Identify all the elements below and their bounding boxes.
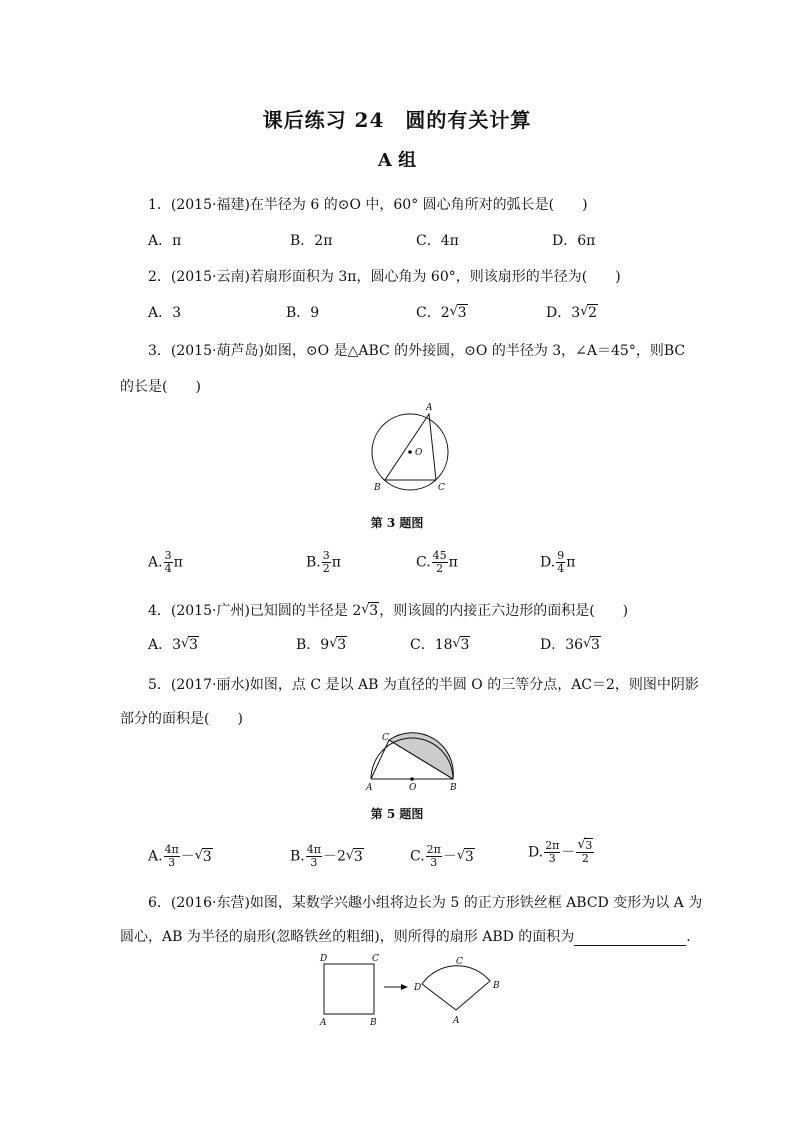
q5-label-b: B [450, 783, 457, 793]
option-prefix: B．9 [296, 637, 330, 653]
radicand: 3 [585, 839, 593, 852]
denominator: 3 [548, 852, 556, 865]
sqrt-symbol [329, 637, 347, 653]
option-prefix: A．3 [148, 637, 182, 653]
denominator: 2 [581, 852, 589, 865]
q4-option-c [410, 634, 470, 654]
q3-label-b: B [374, 483, 381, 493]
q5-label-a: A [366, 783, 373, 793]
q4-stem [148, 600, 628, 620]
pi-symbol: π [448, 554, 458, 571]
q5-figure-caption: 第 5 题图 [370, 807, 424, 821]
q5-figure [362, 730, 462, 794]
q6-sector-label-b: B [493, 981, 500, 991]
pi-symbol: π [173, 554, 183, 571]
q3-option-d [540, 550, 575, 575]
denominator: 4 [164, 562, 172, 575]
q2-option-d-radicand: 2 [588, 305, 598, 321]
q1-option-c: C．4π [416, 233, 459, 249]
q6-stem-end: . [686, 929, 691, 945]
q3-triangle [385, 414, 436, 480]
q5-option-a [148, 844, 213, 869]
radicand: 3 [460, 637, 470, 653]
option-prefix: C. [416, 554, 431, 571]
q5-stem-line2: 部分的面积是( ) [120, 711, 243, 727]
radicand: 3 [464, 848, 474, 865]
page-title: 课后练习 24 圆的有关计算 [262, 108, 532, 132]
numerator: 4π [164, 843, 179, 856]
q6-sector-label-c: C [456, 957, 463, 967]
minus-term: －2 [322, 848, 346, 865]
q3-stem-line2: 的长是( ) [120, 379, 201, 395]
q6-square [324, 964, 374, 1014]
q3-figure-caption: 第 3 题图 [370, 516, 424, 530]
fraction [306, 844, 322, 869]
fraction [556, 550, 565, 575]
q2-option-b: B．9 [286, 305, 320, 321]
q5-stem-line1: 5．(2017·丽水)如图，点 C 是以 AB 为直径的半圆 O 的三等分点，AC＝2，则图中阴影 [148, 677, 699, 693]
q6-sector-label-a: A [453, 1016, 460, 1026]
q6-arrow-head [401, 984, 408, 990]
sqrt-symbol [580, 305, 598, 321]
radicand: 3 [591, 637, 600, 653]
option-prefix: B. [290, 848, 305, 865]
denominator: 3 [168, 856, 176, 869]
numerator: 45 [432, 549, 447, 562]
fraction [576, 840, 594, 865]
option-prefix: D. [540, 554, 556, 571]
sqrt-symbol [457, 849, 475, 865]
q6-sector [422, 966, 490, 1010]
sqrt-symbol [346, 849, 364, 865]
q3-label-o: O [415, 448, 423, 458]
fraction [164, 550, 173, 575]
sqrt-symbol [453, 637, 471, 653]
q6-stem-line2 [120, 926, 691, 946]
q5-option-c [410, 844, 475, 869]
sqrt-symbol [361, 603, 379, 619]
q1-option-d: D．6π [552, 233, 596, 249]
q5-center-point [410, 777, 414, 781]
q3-label-c: C [438, 483, 445, 493]
q5-chord-ac [371, 740, 389, 779]
q3-option-a [148, 550, 183, 575]
q3-figure [362, 398, 452, 496]
radicand: 3 [353, 848, 363, 865]
q3-label-a: A [426, 403, 433, 413]
q2-option-a: A．3 [148, 305, 182, 321]
q2-option-c-radicand: 3 [457, 305, 467, 321]
q2-option-d [546, 302, 598, 322]
pi-symbol: π [331, 554, 341, 571]
option-prefix: D．36 [540, 637, 584, 653]
q4-option-d [540, 634, 601, 654]
fraction [544, 840, 560, 865]
sqrt-symbol [577, 840, 593, 852]
numerator: 9 [557, 549, 565, 562]
numerator: 2π [426, 843, 441, 856]
fraction [426, 844, 442, 869]
minus-term: － [180, 848, 195, 865]
q6-square-label-c: C [372, 954, 379, 964]
sqrt-symbol [450, 305, 468, 321]
q6-square-label-d: D [320, 954, 328, 964]
radicand: 3 [189, 637, 198, 653]
q6-stem-line1: 6．(2016·东营)如图，某数学兴趣小组将边长为 5 的正方形铁丝框 ABCD 变形为以 A 为 [148, 895, 703, 911]
q4-stem-radicand: 3 [369, 603, 379, 619]
option-prefix: C．18 [410, 637, 453, 653]
numerator: 2π [545, 839, 560, 852]
numerator: 4π [306, 843, 321, 856]
option-prefix: C. [410, 848, 425, 865]
q2-option-d-prefix: D．3 [546, 305, 581, 321]
sqrt-symbol [181, 637, 199, 653]
q3-option-b [306, 550, 341, 575]
denominator: 2 [436, 562, 444, 575]
sqrt-symbol [195, 849, 213, 865]
q2-option-c [416, 302, 468, 322]
denominator: 3 [310, 856, 318, 869]
q6-square-label-a: A [320, 1018, 327, 1028]
option-prefix: D. [528, 844, 544, 861]
numerator: 3 [322, 549, 330, 562]
denominator: 3 [430, 856, 438, 869]
q4-stem-prefix: 4．(2015·广州)已知圆的半径是 2 [148, 603, 362, 619]
q6-stem-text: 圆心，AB 为半径的扇形(忽略铁丝的粗细)，则所得的扇形 ABD 的面积为 [120, 929, 575, 945]
q4-option-b [296, 634, 347, 654]
q4-stem-suffix: ，则该圆的内接正六边形的面积是( ) [379, 603, 629, 619]
denominator: 2 [322, 562, 330, 575]
group-heading: A 组 [377, 150, 417, 171]
q5-option-b [290, 844, 364, 869]
sqrt-symbol [583, 637, 601, 653]
option-prefix: B. [306, 554, 321, 571]
q1-option-a: A．π [148, 233, 182, 249]
numerator [576, 840, 594, 853]
fraction [322, 550, 331, 575]
minus-term: － [561, 844, 576, 861]
q4-option-a [148, 634, 199, 654]
option-prefix: A. [148, 848, 163, 865]
fraction [432, 550, 448, 575]
denominator: 4 [557, 562, 565, 575]
q3-stem-line1: 3．(2015·葫芦岛)如图，⊙O 是△ABC 的外接圆，⊙O 的半径为 3，∠A＝45°，则BC [148, 343, 686, 359]
q6-square-label-b: B [370, 1018, 377, 1028]
q5-option-d [528, 840, 595, 865]
answer-blank[interactable] [574, 931, 686, 946]
q2-stem: 2．(2015·云南)若扇形面积为 3π，圆心角为 60°，则该扇形的半径为( ) [148, 269, 621, 285]
q1-stem: 1．(2015·福建)在半径为 6 的⊙O 中，60° 圆心角所对的弧长是( ) [148, 197, 588, 213]
radicand: 3 [202, 848, 212, 865]
q3-center-point [408, 450, 412, 454]
option-prefix: A. [148, 554, 163, 571]
minus-term: － [442, 848, 457, 865]
q5-label-o: O [409, 783, 417, 793]
q3-option-c [416, 550, 458, 575]
radicand: 3 [337, 637, 347, 653]
q6-sector-label-d: D [414, 983, 422, 993]
q1-option-b: B．2π [290, 233, 333, 249]
fraction [164, 844, 180, 869]
pi-symbol: π [566, 554, 576, 571]
numerator: 3 [164, 549, 172, 562]
q6-figure [316, 950, 516, 1030]
q2-option-c-prefix: C．2 [416, 305, 450, 321]
q5-label-c: C [382, 733, 389, 743]
